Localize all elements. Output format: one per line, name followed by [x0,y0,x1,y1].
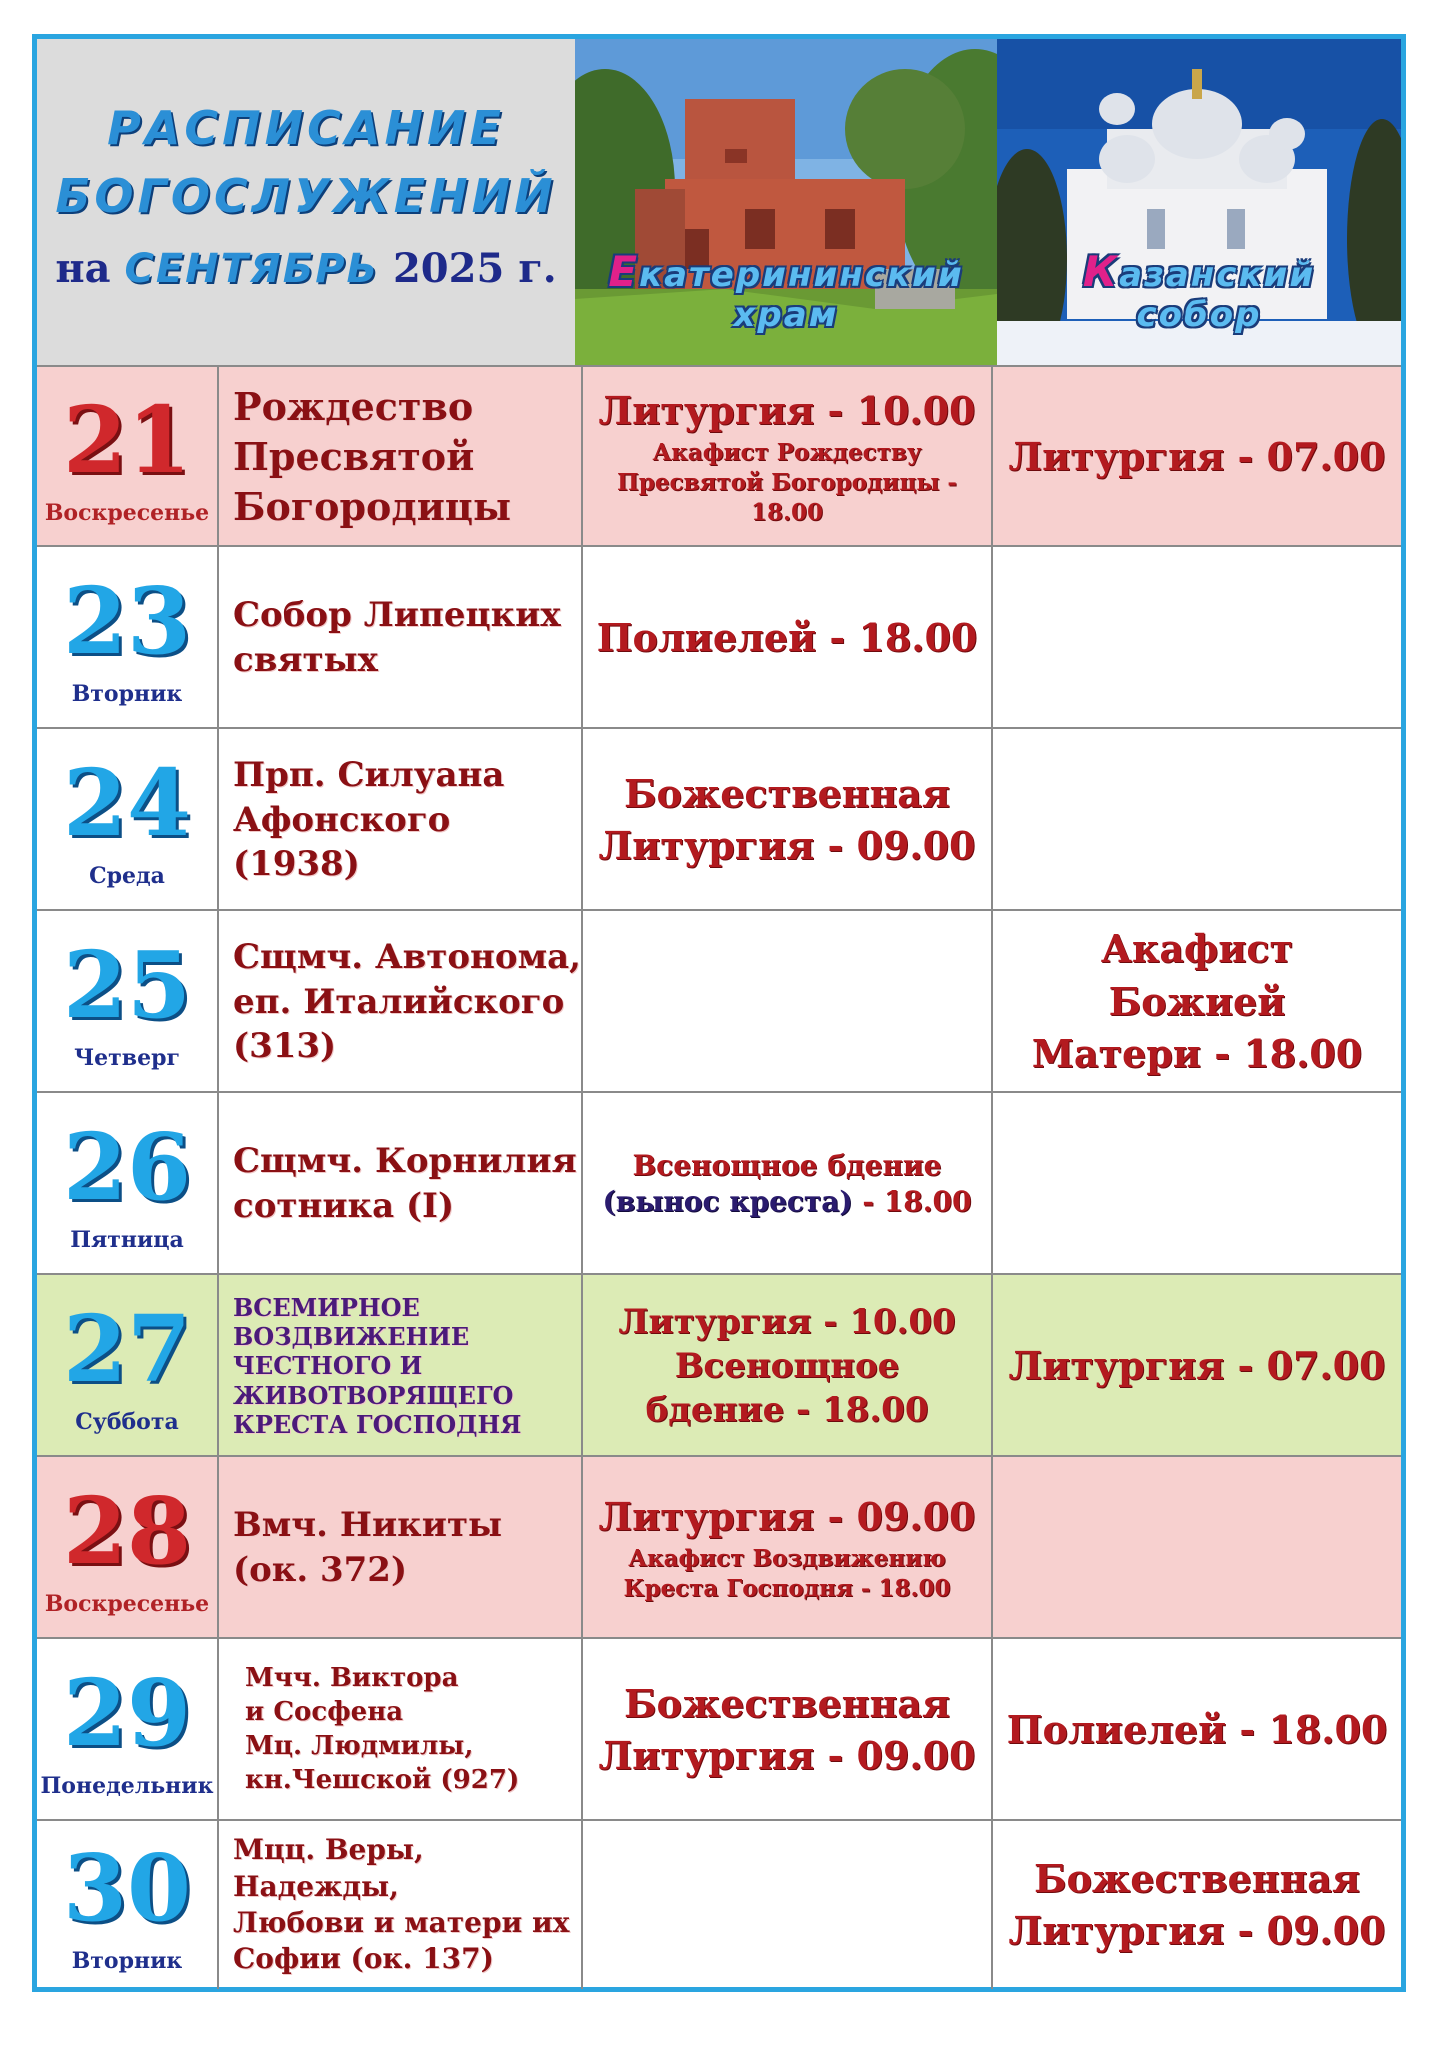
date-cell [37,1821,217,1989]
feast-line: КРЕСТА ГОСПОДНЯ [233,1409,522,1439]
service-line: Всенощное бдение [632,1148,942,1182]
feast-line: Рождество [233,383,474,429]
feast-line: (ок. 372) [233,1550,408,1590]
kazansky-services [991,1639,1401,1821]
church-1-caption-line-2: храм [733,295,839,335]
feast-line: и Сосфена [245,1697,404,1728]
title-line-3 [37,245,575,292]
feast-line: ЖИВОТВОРЯЩЕГО [233,1380,514,1410]
title-line-1: РАСПИСАНИЕ [107,101,505,155]
ekaterininsky-services [581,547,991,729]
weekday: Воскресенье [44,500,210,526]
weekday: Воскресенье [44,1591,210,1617]
kazansky-services [991,547,1401,729]
church-1-caption: Екатерининский [608,247,964,296]
feast-cell [217,911,581,1093]
feast-line: святых [233,640,378,680]
ekaterininsky-services [581,911,991,1093]
date-number: 29 [62,1659,192,1767]
weekday: Пятница [70,1227,184,1253]
feast-line: Богородицы [233,484,512,530]
date-cell [37,1639,217,1821]
title-month: СЕНТЯБРЬ [124,246,380,292]
title-block [37,39,575,365]
schedule-row [37,1455,1401,1639]
service-line: Полиелей - 18.00 [1006,1706,1388,1752]
schedule-row [37,1091,1401,1275]
feast-cell [217,1093,581,1275]
feast-line: Мц. Людмилы, [245,1731,474,1761]
weekday: Понедельник [40,1773,214,1799]
ekaterininsky-services [581,1639,991,1821]
service-line: Божией [1108,978,1286,1024]
date-number: 28 [62,1477,192,1585]
service-note: (вынос креста) [602,1185,853,1218]
kazansky-cathedral-photo [997,39,1401,365]
service-line: Литургия - 09.00 [598,1733,976,1778]
weekday: Вторник [71,1948,183,1974]
date-number: 30 [62,1834,192,1942]
feast-line: Прп. Силуана [233,754,505,795]
feast-line: (313) [233,1026,337,1067]
feast-line: Надежды, [233,1869,399,1903]
feast-line: Пресвятой [233,433,475,479]
service-line: Всенощное [674,1345,900,1386]
schedule-row [37,365,1401,547]
date-number: 26 [62,1113,192,1221]
schedule-row [37,545,1401,729]
date-number: 24 [62,749,192,857]
service-line: Акафист Рождеству [652,438,922,466]
weekday: Вторник [71,681,183,707]
feast-cell [217,547,581,729]
title-year: 2025 г. [392,245,557,292]
schedule-row [37,1637,1401,1821]
service-line: Божественная [624,1680,950,1726]
feast-cell [217,1457,581,1639]
ekaterininsky-services [581,1821,991,1989]
date-cell [37,1093,217,1275]
feast-cell [217,1821,581,1989]
schedule-row [37,727,1401,911]
feast-line: Мцц. Веры, [233,1833,424,1867]
kazansky-services [991,1457,1401,1639]
service-line: Акафист Воздвижению [628,1544,946,1572]
service-line: Литургия - 09.00 [598,1494,976,1540]
kazansky-services [991,1821,1401,1989]
date-cell [37,911,217,1093]
feast-line: еп. Италийского [233,981,565,1022]
title-line-2: БОГОСЛУЖЕНИЙ [55,169,557,223]
service-line: Литургия - 07.00 [1008,433,1386,479]
church-2-caption-line-2: собор [1136,295,1262,335]
feast-line: Афонского (1938) [233,799,451,885]
kazansky-services [991,911,1401,1093]
feast-line: Сщмч. Корнилия [233,1141,577,1182]
ekaterininsky-services [581,1093,991,1275]
feast-line: Любови и матери их [233,1906,570,1939]
feast-cell [217,729,581,911]
service-time: - 18.00 [852,1185,972,1218]
feast-cell [217,1275,581,1457]
date-number: 21 [62,386,192,494]
feast-line: кн.Чешской (927) [245,1764,520,1795]
feast-line: ВОЗДВИЖЕНИЕ [233,1322,470,1352]
kazansky-services [991,1093,1401,1275]
date-cell [37,1275,217,1457]
ekaterininsky-services [581,729,991,911]
service-line: Акафист [1100,926,1294,972]
kazansky-services [991,1275,1401,1457]
title-prefix: на [55,245,111,292]
date-cell [37,729,217,911]
schedule-row [37,1819,1401,1989]
schedule-row [37,909,1401,1093]
service-line: Креста Господня - 18.00 [623,1575,951,1603]
feast-line: Собор Липецких [233,595,561,636]
date-number: 23 [62,567,192,675]
weekday: Четверг [74,1045,180,1071]
feast-line: ВСЕМИРНОЕ [233,1292,420,1322]
service-line: Литургия - 07.00 [1008,1342,1386,1388]
service-line: Литургия - 10.00 [618,1301,956,1342]
service-line: Матери - 18.00 [1031,1031,1363,1077]
service-line: Полиелей - 18.00 [596,614,978,660]
weekday: Суббота [75,1409,179,1435]
header [37,39,1401,365]
date-cell [37,547,217,729]
feast-line: ЧЕСТНОГО И [233,1351,423,1381]
feast-line: Вмч. Никиты [233,1505,503,1546]
feast-line: Сщмч. Автонома, [233,936,581,977]
service-line: Литургия - 09.00 [598,823,976,868]
ekaterininsky-services [581,1457,991,1639]
weekday: Среда [89,863,165,889]
feast-cell [217,1639,581,1821]
date-cell [37,1457,217,1639]
feast-line: Мчч. Виктора [245,1663,459,1694]
feast-line: сотника (I) [233,1186,455,1226]
service-line: Литургия - 09.00 [1008,1908,1386,1953]
date-number: 25 [62,931,192,1039]
church-2-caption: Казанский [1082,247,1316,296]
service-line: Божественная [1034,1855,1360,1901]
schedule-frame [32,34,1406,1992]
service-line: Пресвятой Богородицы - [617,469,957,497]
date-number: 27 [62,1295,192,1403]
kazansky-services [991,729,1401,911]
ekaterininsky-services [581,367,991,547]
feast-line: Софии (ок. 137) [233,1942,494,1976]
feast-cell [217,367,581,547]
service-line [603,1184,972,1220]
schedule-row [37,1273,1401,1457]
ekaterininsky-church-photo [575,39,997,365]
service-line: 18.00 [750,499,824,527]
service-line: бдение - 18.00 [645,1390,929,1431]
date-cell [37,367,217,547]
service-line: Литургия - 10.00 [598,388,976,434]
ekaterininsky-services [581,1275,991,1457]
kazansky-services [991,367,1401,547]
service-line: Божественная [624,770,950,816]
